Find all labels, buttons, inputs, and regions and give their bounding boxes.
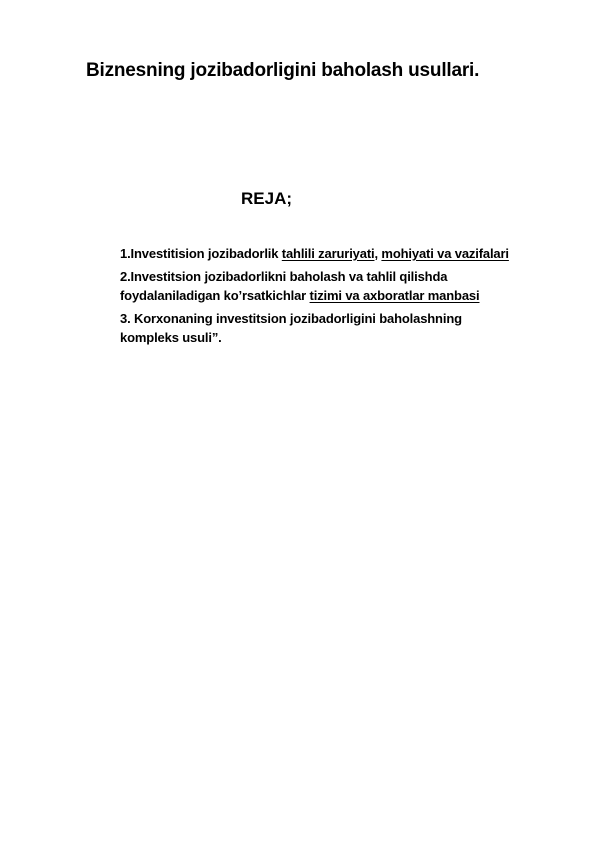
plan-list <box>120 244 560 351</box>
plan-item-underlined-text: mohiyati va vazifalari <box>381 246 509 261</box>
document-title: Biznesning jozibadorligini baholash usullari. <box>86 60 480 81</box>
plan-item-underlined-text: tahlili zaruriyati <box>281 246 375 261</box>
plan-item <box>120 267 515 305</box>
plan-item-text: , <box>374 246 382 261</box>
plan-item-text: 2.Investitsion jozibadorlikni baholash va tahlil qilishda foydalaniladigan ko’rsatkichlar <box>120 269 448 303</box>
plan-item <box>120 244 560 263</box>
plan-item-text: 3. Korxonaning investitsion jozibadorligini baholashning kompleks usuli”. <box>120 311 462 345</box>
plan-heading: REJA; <box>241 189 293 208</box>
plan-item-underlined-text: tizimi va axboratlar manbasi <box>309 288 480 303</box>
plan-item <box>120 309 500 347</box>
plan-item-text: 1.Investitision jozibadorlik <box>120 246 282 261</box>
